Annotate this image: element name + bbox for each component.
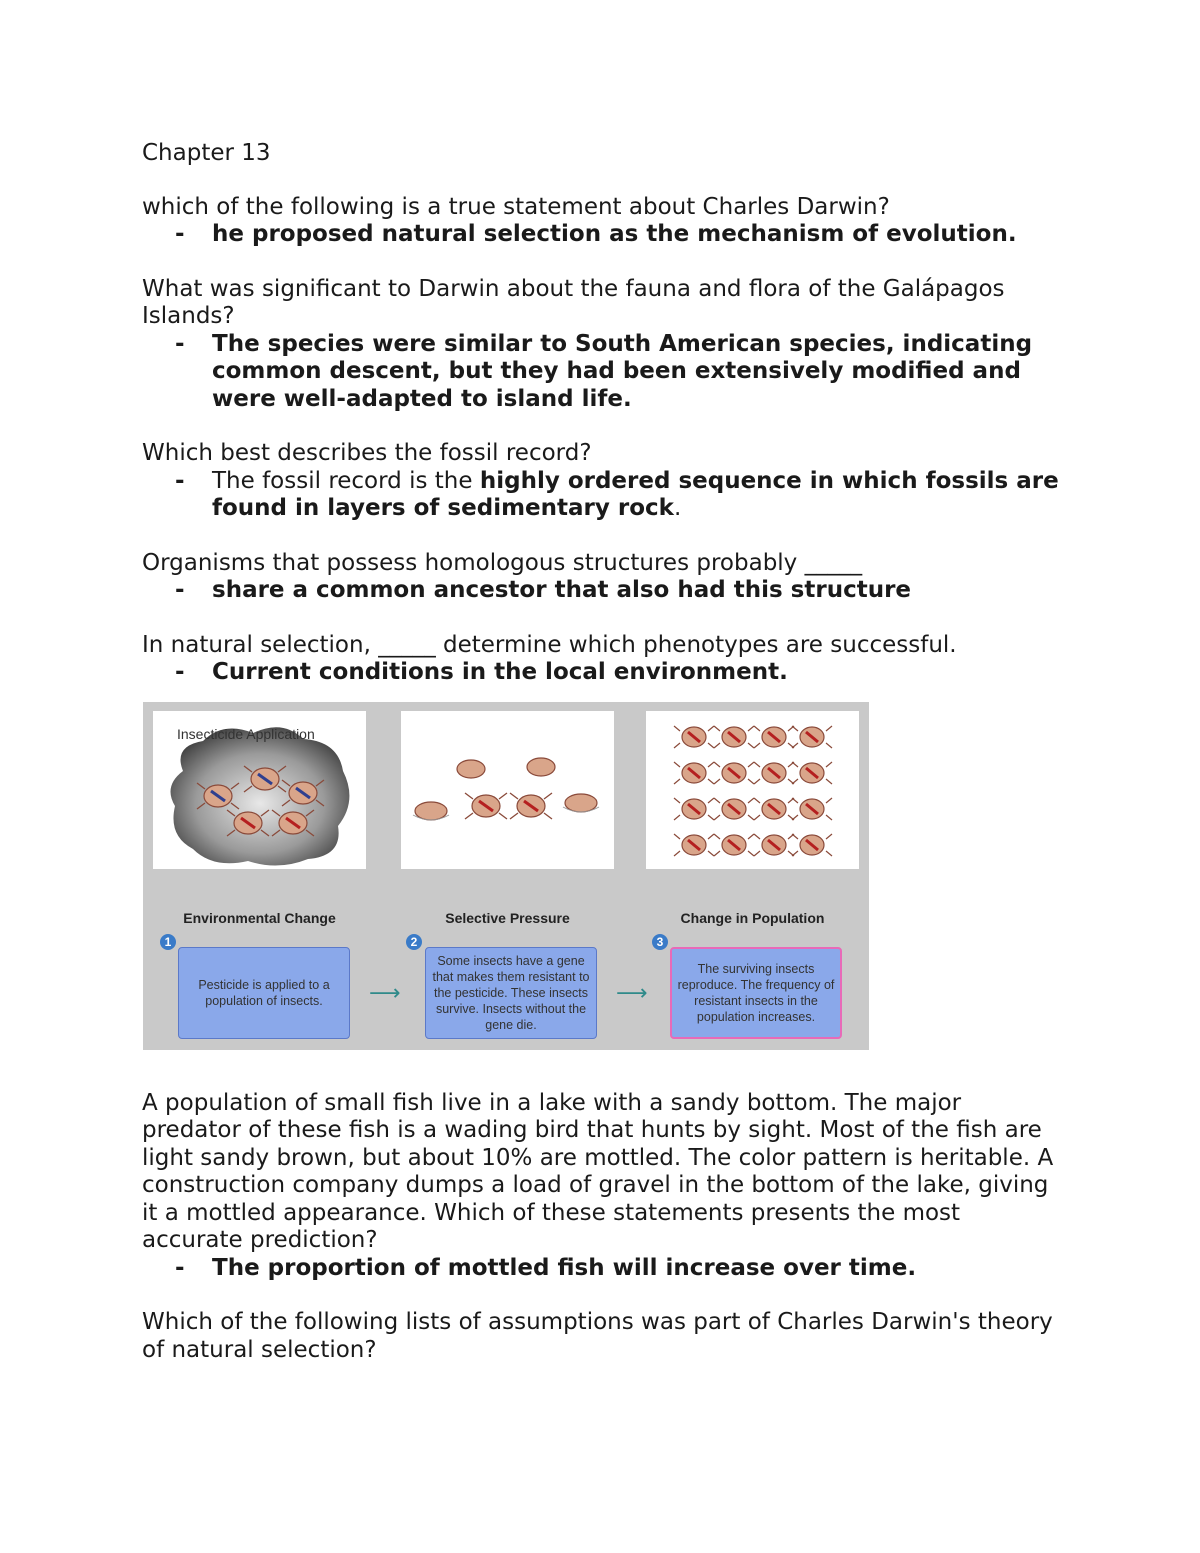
list-dash: - <box>175 221 185 247</box>
step-3-box <box>670 947 842 1039</box>
step-1-text: Pesticide is applied to a population of insects. <box>198 977 330 1008</box>
answer-3-text: highly ordered sequence in which fossils are found in layers of sedimentary rock <box>212 467 1059 521</box>
answer-2-text: The species were similar to South American species, indicating common descent, but they had been extensively modified and were well-adapted to island life. <box>212 330 1033 412</box>
question-6: A population of small fish live in a lake with a sandy bottom. The major predator of these fish is a wading bird that hunts by sight. Most of the fish are light sandy brown, but about 10% are mottled. The color pattern is heritable. A construction company dumps a load of gravel in the bottom of the lake, giving it a mottled appearance. Which of these statements presents the most accurate prediction? <box>142 1089 1054 1253</box>
panel-selection <box>401 711 614 869</box>
step-2-title: Selective Pressure <box>445 909 570 926</box>
answer-2 <box>142 331 1062 414</box>
step-3-text: The surviving insects reproduce. The frequency of resistant insects in the population increases. <box>677 961 835 1024</box>
question-2: What was significant to Darwin about the fauna and flora of the Galápagos Islands? <box>142 275 1005 329</box>
step-2-number: 2 <box>406 934 422 950</box>
panel-insecticide <box>153 711 366 869</box>
answer-3 <box>142 468 1062 523</box>
step-2-text: Some insects have a gene that makes them resistant to the pesticide. These insects survive. Insects without the gene die. <box>432 953 590 1032</box>
list-dash: - <box>175 1254 185 1281</box>
answer-3-suffix: . <box>673 495 682 521</box>
question-1: which of the following is a true statement about Charles Darwin? <box>142 193 890 220</box>
step-3-number: 3 <box>652 934 668 950</box>
panel-resistant-population <box>646 711 859 869</box>
answer-3-prefix: The fossil record is the <box>212 467 480 494</box>
chapter-title: Chapter 13 <box>142 140 271 166</box>
surviving-insects-illustration <box>401 711 614 869</box>
step-1-box <box>178 947 350 1039</box>
list-dash: - <box>175 330 185 357</box>
question-3: Which best describes the fossil record? <box>142 440 592 466</box>
document-page <box>142 140 1062 1364</box>
natural-selection-figure <box>143 702 869 1050</box>
question-7: Which of the following lists of assumptions was part of Charles Darwin's theory of natural selection? <box>142 1309 1053 1363</box>
arrow-right-icon: ⟶ <box>369 980 401 1006</box>
list-dash: - <box>175 467 185 494</box>
list-dash: - <box>175 659 185 685</box>
panel-1-label: Insecticide Application <box>177 725 315 742</box>
answer-4-text: share a common ancestor that also had this structure <box>212 577 912 603</box>
step-1-number: 1 <box>160 934 176 950</box>
question-4: Organisms that possess homologous structures probably _____ <box>142 549 863 576</box>
answer-1 <box>142 221 1062 249</box>
arrow-right-icon: ⟶ <box>616 980 648 1006</box>
question-5: In natural selection, _____ determine which phenotypes are successful. <box>142 631 957 658</box>
answer-5 <box>142 659 1062 687</box>
step-3-title: Change in Population <box>680 909 825 926</box>
answer-6-text: The proportion of mottled fish will increase over time. <box>212 1254 917 1281</box>
answer-6 <box>142 1255 1062 1283</box>
answer-1-text: he proposed natural selection as the mechanism of evolution. <box>212 221 1017 247</box>
resistant-population-illustration <box>646 711 859 869</box>
answer-5-text: Current conditions in the local environment. <box>212 659 788 685</box>
step-2-box <box>425 947 597 1039</box>
step-1-title: Environmental Change <box>183 909 336 926</box>
answer-4 <box>142 577 1062 605</box>
list-dash: - <box>175 577 185 603</box>
